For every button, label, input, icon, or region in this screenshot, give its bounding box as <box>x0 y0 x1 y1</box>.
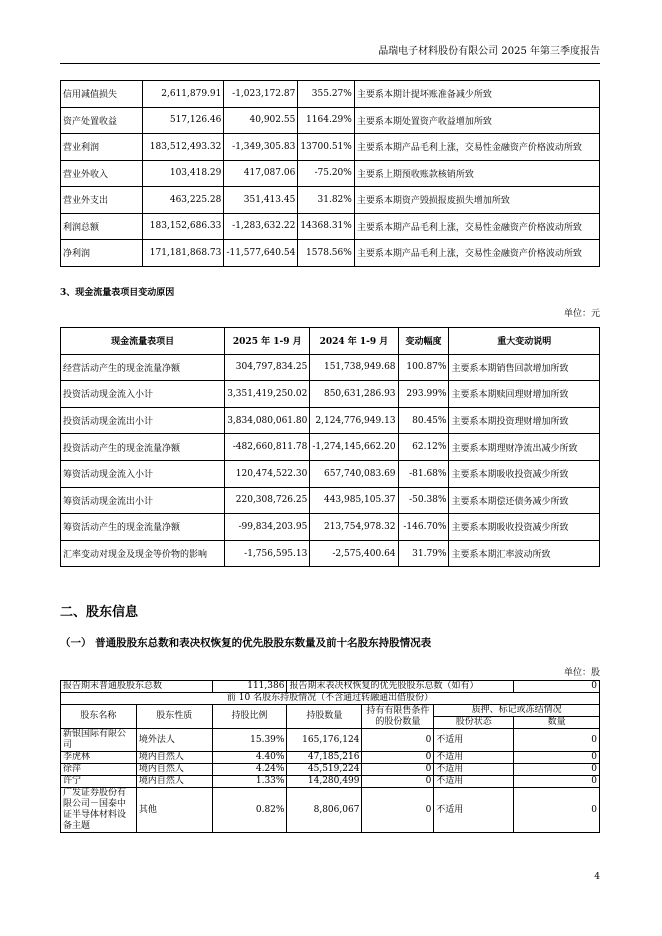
col-header-quantity: 持股数量 <box>287 705 362 729</box>
item-name: 营业利润 <box>61 134 143 161</box>
change-reason: 主要系本期计提坏账准备减少所致 <box>354 81 599 108</box>
change-reason: 主要系本期赎回理财增加所致 <box>449 381 600 408</box>
item-name: 筹资活动产生的现金流量净额 <box>61 514 225 541</box>
prior-value: -11,577,640.54 <box>224 240 298 267</box>
shareholder-name: 李虎林 <box>61 752 137 764</box>
table-row <box>61 213 600 240</box>
table-row <box>61 407 600 434</box>
change-reason: 主要系上期预收账款核销所致 <box>354 160 599 187</box>
shareholder-subtitle: （一） 普通股股东总数和表决权恢复的优先股股东数量及前十名股东持股情况表 <box>60 637 432 649</box>
col-header-restricted: 持有有限售条件的股份数量 <box>362 705 434 729</box>
prior-value: -2,575,400.64 <box>310 540 398 567</box>
shareholder-nature: 境内自然人 <box>136 752 212 764</box>
change-reason: 主要系本期偿还债务减少所致 <box>449 487 600 514</box>
pledge-status: 不适用 <box>434 764 514 776</box>
cashflow-header-row <box>61 328 600 355</box>
current-value: 183,512,493.32 <box>142 134 224 161</box>
holding-ratio: 4.24% <box>212 764 287 776</box>
total-label: 报告期末普通股股东总数 <box>61 681 213 693</box>
change-percent: 31.79% <box>398 540 449 567</box>
col-header-current: 2025 年 1-9 月 <box>225 328 310 355</box>
current-value: 171,181,868.73 <box>142 240 224 267</box>
change-reason: 主要系本期处置资产收益增加所致 <box>354 107 599 134</box>
table-row <box>61 752 600 764</box>
holding-ratio: 4.40% <box>212 752 287 764</box>
current-value: 3,351,419,250.02 <box>225 381 310 408</box>
col-header-item: 现金流量表项目 <box>61 328 225 355</box>
col-header-ratio: 持股比例 <box>212 705 287 729</box>
change-percent: 80.45% <box>398 407 449 434</box>
holding-quantity: 47,185,216 <box>287 752 362 764</box>
item-name: 筹资活动现金流入小计 <box>61 460 225 487</box>
prior-value: 351,413.45 <box>224 187 298 214</box>
prior-value: -1,349,305.83 <box>224 134 298 161</box>
current-value: 3,834,080,061.80 <box>225 407 310 434</box>
item-name: 信用减值损失 <box>61 81 143 108</box>
item-name: 投资活动产生的现金流量净额 <box>61 434 225 461</box>
change-reason: 主要系本期吸收投资减少所致 <box>449 460 600 487</box>
page-number: 4 <box>594 872 600 882</box>
current-value: 120,474,522.30 <box>225 460 310 487</box>
shareholder-name: 徐萍 <box>61 764 137 776</box>
current-value: 517,126.46 <box>142 107 224 134</box>
prior-value: 213,754,978.32 <box>310 514 398 541</box>
item-name: 营业外收入 <box>61 160 143 187</box>
change-percent: 31.82% <box>298 187 355 214</box>
page-header: 晶瑞电子材料股份有限公司 2025 年第三季度报告 <box>60 42 600 64</box>
change-percent: 355.27% <box>298 81 355 108</box>
change-reason: 主要系本期销售回款增加所致 <box>449 354 600 381</box>
table-row <box>61 434 600 461</box>
table-row <box>61 540 600 567</box>
item-name: 利润总额 <box>61 213 143 240</box>
restricted-quantity: 0 <box>362 788 434 833</box>
table-row <box>61 514 600 541</box>
change-reason: 主要系本期产品毛利上涨，交易性金融资产价格波动所致 <box>354 240 599 267</box>
shareholder-nature: 境外法人 <box>136 729 212 752</box>
change-percent: 62.12% <box>398 434 449 461</box>
shareholder-header-row-1 <box>61 705 600 717</box>
pref-value: 0 <box>514 681 600 693</box>
pledge-quantity: 0 <box>514 764 600 776</box>
change-percent: -50.38% <box>398 487 449 514</box>
pledge-status: 不适用 <box>434 729 514 752</box>
holding-quantity: 8,806,067 <box>287 788 362 833</box>
prior-value: -1,283,632.22 <box>224 213 298 240</box>
cashflow-table <box>60 327 600 567</box>
table-row <box>61 240 600 267</box>
table-row <box>61 81 600 108</box>
item-name: 汇率变动对现金及现金等价物的影响 <box>61 540 225 567</box>
shareholder-name: 广发证券股份有限公司－国泰中证半导体材料设备主题 <box>61 788 137 833</box>
col-header-nature: 股东性质 <box>136 705 212 729</box>
restricted-quantity: 0 <box>362 764 434 776</box>
table-row <box>61 187 600 214</box>
table-row <box>61 160 600 187</box>
shareholder-nature: 其他 <box>136 788 212 833</box>
change-reason: 主要系本期汇率波动所致 <box>449 540 600 567</box>
change-percent: -146.70% <box>398 514 449 541</box>
restricted-quantity: 0 <box>362 729 434 752</box>
table-row <box>61 788 600 833</box>
pref-label: 报告期末表决权恢复的优先股股东总数（如有） <box>287 681 514 693</box>
holding-ratio: 1.33% <box>212 776 287 788</box>
current-value: 103,418.29 <box>142 160 224 187</box>
change-percent: 1578.56% <box>298 240 355 267</box>
profit-change-table <box>60 80 600 267</box>
pledge-quantity: 0 <box>514 776 600 788</box>
item-name: 净利润 <box>61 240 143 267</box>
change-percent: 100.87% <box>398 354 449 381</box>
pledge-quantity: 0 <box>514 752 600 764</box>
table-row <box>61 107 600 134</box>
shareholder-section-title: 二、股东信息 <box>60 605 139 620</box>
current-value: 220,308,726.25 <box>225 487 310 514</box>
top10-title-row <box>61 693 600 705</box>
item-name: 经营活动产生的现金流量净额 <box>61 354 225 381</box>
item-name: 营业外支出 <box>61 187 143 214</box>
table-row <box>61 134 600 161</box>
change-percent: 293.99% <box>398 381 449 408</box>
table-row <box>61 381 600 408</box>
table-row <box>61 460 600 487</box>
pledge-status: 不适用 <box>434 752 514 764</box>
prior-value: -1,023,172.87 <box>224 81 298 108</box>
table-row <box>61 487 600 514</box>
prior-value: 417,087.06 <box>224 160 298 187</box>
current-value: -482,660,811.78 <box>225 434 310 461</box>
shareholder-name: 新银国际有限公司 <box>61 729 137 752</box>
current-value: 304,797,834.25 <box>225 354 310 381</box>
current-value: 463,225.28 <box>142 187 224 214</box>
prior-value: 657,740,083.69 <box>310 460 398 487</box>
change-percent: 14368.31% <box>298 213 355 240</box>
change-percent: -81.68% <box>398 460 449 487</box>
table-row <box>61 729 600 752</box>
prior-value: 40,902.55 <box>224 107 298 134</box>
change-reason: 主要系本期资产毁损报废损失增加所致 <box>354 187 599 214</box>
restricted-quantity: 0 <box>362 776 434 788</box>
col-header-pledge: 质押、标记或冻结情况 <box>434 705 600 717</box>
col-header-pledge-status: 股份状态 <box>434 717 514 729</box>
change-percent: 13700.51% <box>298 134 355 161</box>
change-reason: 主要系本期吸收投资减少所致 <box>449 514 600 541</box>
table-row <box>61 354 600 381</box>
shareholder-unit: 单位：股 <box>563 668 600 678</box>
prior-value: 151,738,949.68 <box>310 354 398 381</box>
pledge-quantity: 0 <box>514 788 600 833</box>
top10-title: 前 10 名股东持股情况（不含通过转融通出借股份） <box>61 693 600 705</box>
change-reason: 主要系本期理财净流出减少所致 <box>449 434 600 461</box>
col-header-name: 股东名称 <box>61 705 137 729</box>
shareholder-name: 许宁 <box>61 776 137 788</box>
pledge-quantity: 0 <box>514 729 600 752</box>
shareholder-nature: 境内自然人 <box>136 776 212 788</box>
shareholder-nature: 境内自然人 <box>136 764 212 776</box>
prior-value: 443,985,105.37 <box>310 487 398 514</box>
table-row <box>61 764 600 776</box>
change-reason: 主要系本期产品毛利上涨，交易性金融资产价格波动所致 <box>354 213 599 240</box>
pledge-status: 不适用 <box>434 788 514 833</box>
holding-quantity: 165,176,124 <box>287 729 362 752</box>
item-name: 投资活动现金流出小计 <box>61 407 225 434</box>
item-name: 资产处置收益 <box>61 107 143 134</box>
holding-ratio: 0.82% <box>212 788 287 833</box>
cashflow-section-title: 3、现金流量表项目变动原因 <box>60 288 175 298</box>
col-header-change: 变动幅度 <box>398 328 449 355</box>
item-name: 投资活动现金流入小计 <box>61 381 225 408</box>
col-header-pledge-qty: 数量 <box>514 717 600 729</box>
table-row <box>61 776 600 788</box>
total-value: 111,386 <box>212 681 287 693</box>
prior-value: 2,124,776,949.13 <box>310 407 398 434</box>
change-percent: -75.20% <box>298 160 355 187</box>
cashflow-unit: 单位：元 <box>563 309 600 319</box>
change-reason: 主要系本期产品毛利上涨，交易性金融资产价格波动所致 <box>354 134 599 161</box>
change-percent: 1164.29% <box>298 107 355 134</box>
current-value: -1,756,595.13 <box>225 540 310 567</box>
item-name: 筹资活动现金流出小计 <box>61 487 225 514</box>
restricted-quantity: 0 <box>362 752 434 764</box>
prior-value: -1,274,145,662.20 <box>310 434 398 461</box>
change-reason: 主要系本期投资理财增加所致 <box>449 407 600 434</box>
current-value: 183,152,686.33 <box>142 213 224 240</box>
col-header-reason: 重大变动说明 <box>449 328 600 355</box>
pledge-status: 不适用 <box>434 776 514 788</box>
current-value: 2,611,879.91 <box>142 81 224 108</box>
holding-quantity: 14,280,499 <box>287 776 362 788</box>
prior-value: 850,631,286.93 <box>310 381 398 408</box>
shareholder-total-row <box>61 681 600 693</box>
shareholder-table <box>60 680 600 833</box>
col-header-prior: 2024 年 1-9 月 <box>310 328 398 355</box>
holding-quantity: 45,519,224 <box>287 764 362 776</box>
holding-ratio: 15.39% <box>212 729 287 752</box>
current-value: -99,834,203.95 <box>225 514 310 541</box>
